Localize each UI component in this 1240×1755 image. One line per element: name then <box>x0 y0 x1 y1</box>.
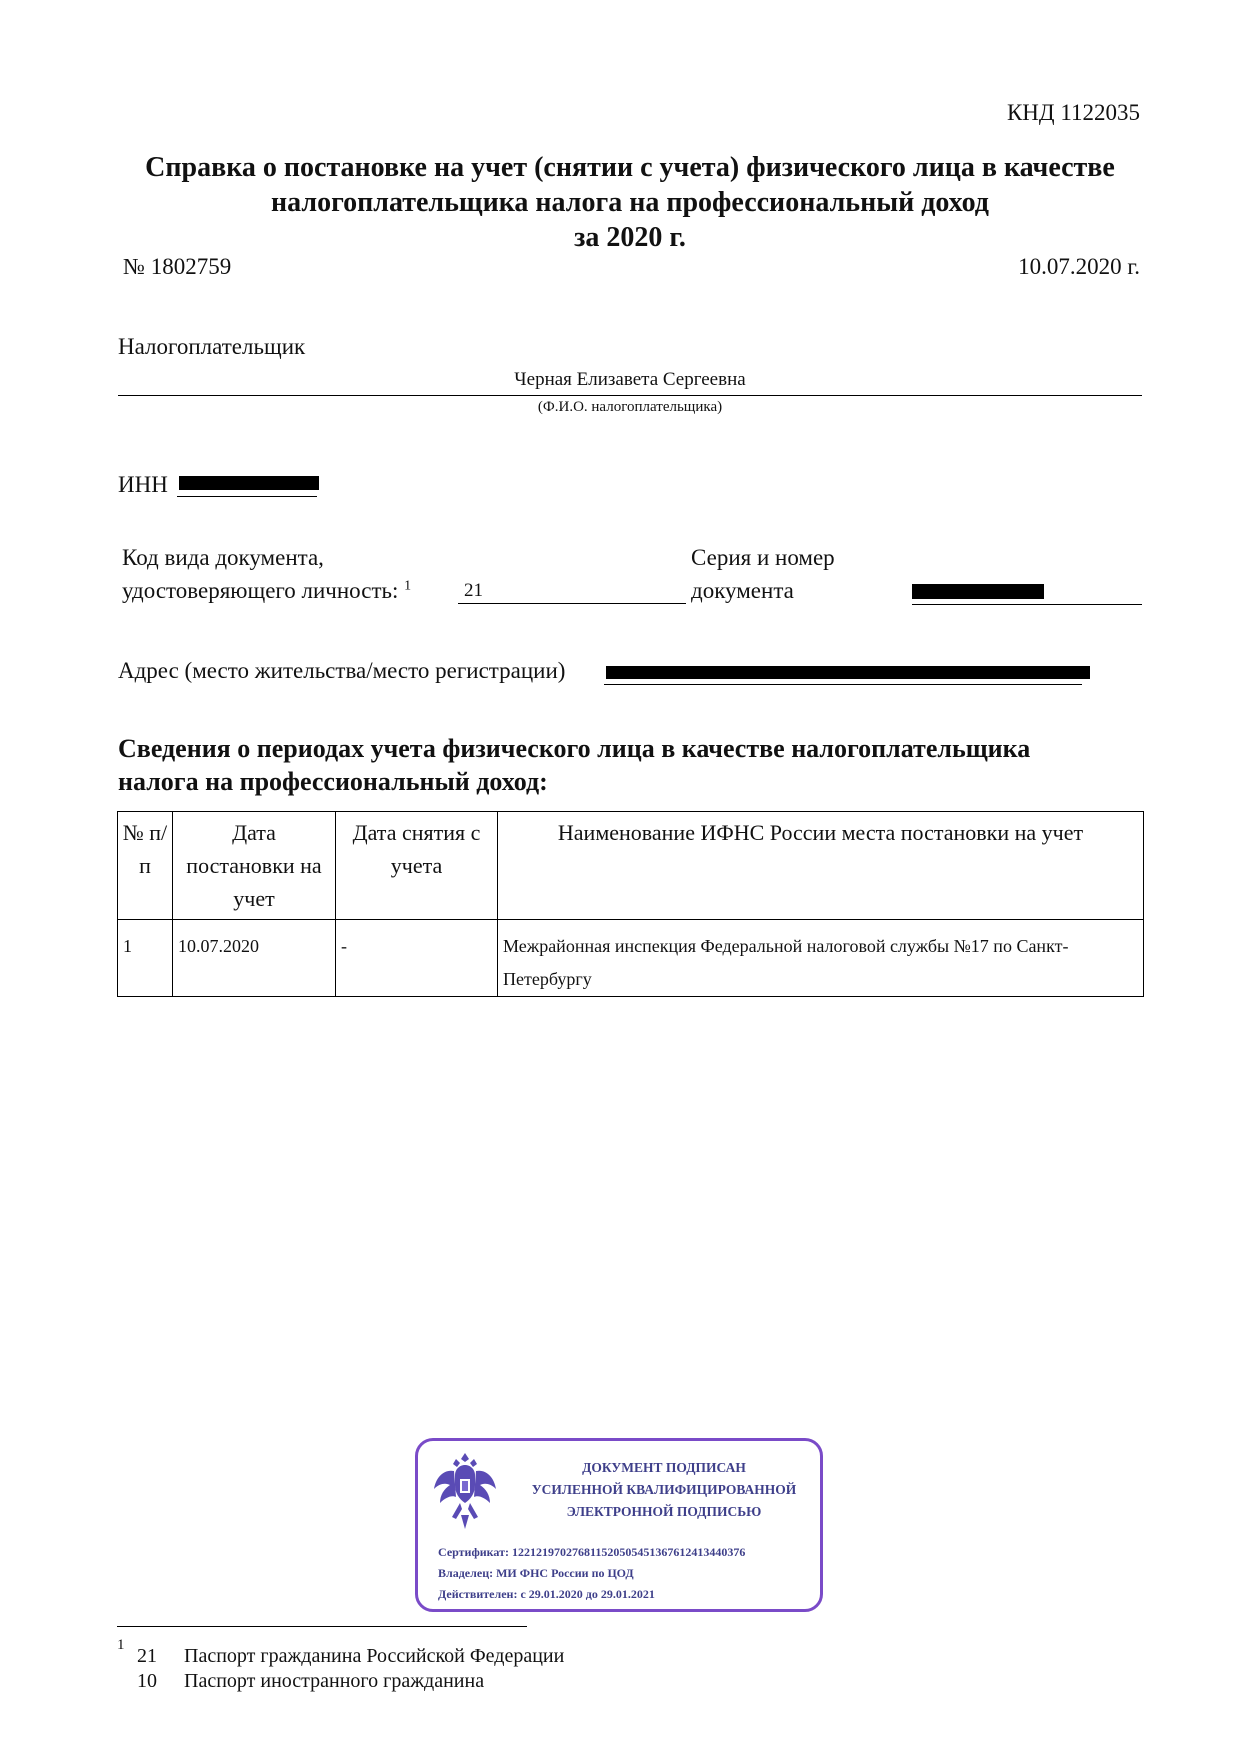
stamp-heading-line-3: ЭЛЕКТРОННОЙ ПОДПИСЬЮ <box>566 1504 762 1519</box>
address-label: Адрес (место жительства/место регистрации) <box>118 658 566 683</box>
series-label-line-2: документа <box>691 578 794 603</box>
taxpayer-label: Налогоплательщик <box>118 334 306 359</box>
footnote-divider <box>117 1626 527 1628</box>
footnote-item <box>137 1670 484 1693</box>
stamp-certificate: Сертификат: 122121970276811520505451367612413440376 <box>438 1545 746 1559</box>
knd-code: КНД 1122035 <box>1006 100 1140 125</box>
periods-heading <box>118 732 1148 798</box>
cell-ifns: Межрайонная инспекция Федеральной налоговой службы №17 по Санкт-Петербургу <box>498 920 1144 997</box>
cell-num: 1 <box>118 920 173 997</box>
doc-code-value: 21 <box>458 576 686 604</box>
title-line-3: за 2020 г. <box>574 222 686 253</box>
doc-code-label-line-2 <box>122 578 411 604</box>
inn-field <box>177 470 317 497</box>
series-redaction <box>912 584 1044 599</box>
col-header-ifns: Наименование ИФНС России места постановки на учет <box>498 812 1144 920</box>
periods-heading-line-1: Сведения о периодах учета физического лица в качестве налогоплательщика <box>118 734 1031 763</box>
cell-registered: 10.07.2020 <box>173 920 336 997</box>
footnote-code: 21 <box>137 1645 157 1667</box>
col-header-registered: Дата постановки на учет <box>173 812 336 920</box>
document-number: № 1802759 <box>123 254 232 279</box>
footnote-code: 10 <box>137 1670 157 1692</box>
col-header-num: № п/п <box>118 812 173 920</box>
inn-label: ИНН <box>118 472 168 497</box>
footnote-item <box>137 1645 564 1668</box>
address-field <box>604 656 1082 685</box>
doc-code-label-text: удостоверяющего личность: <box>122 578 399 603</box>
series-label-line-1: Серия и номер <box>691 545 835 570</box>
footnote-ref: 1 <box>404 578 412 594</box>
periods-table <box>117 811 1144 997</box>
address-redaction <box>606 666 1090 679</box>
taxpayer-name-caption: (Ф.И.О. налогоплательщика) <box>537 399 723 415</box>
title-line-1: Справка о постановке на учет (снятии с учета) физического лица в качестве <box>145 152 1115 183</box>
coat-of-arms-icon <box>430 1449 500 1535</box>
inn-redaction <box>179 476 319 490</box>
periods-heading-line-2: налога на профессиональный доход: <box>118 767 548 796</box>
document-date: 10.07.2020 г. <box>1018 254 1140 279</box>
table-row <box>118 920 1144 997</box>
footnote-mark: 1 <box>117 1637 125 1653</box>
doc-code-label-line-1: Код вида документа, <box>122 545 324 570</box>
stamp-heading-line-1: ДОКУМЕНТ ПОДПИСАН <box>582 1460 746 1475</box>
footnote-text: Паспорт гражданина Российской Федерации <box>184 1645 565 1667</box>
footnote-text: Паспорт иностранного гражданина <box>184 1670 485 1692</box>
series-field <box>912 576 1142 605</box>
title-line-2: налогоплательщика налога на профессиональный доход <box>271 187 989 218</box>
stamp-heading <box>508 1457 820 1523</box>
signature-stamp <box>415 1438 823 1612</box>
taxpayer-name: Черная Елизавета Сергеевна <box>118 369 1142 396</box>
stamp-heading-line-2: УСИЛЕННОЙ КВАЛИФИЦИРОВАННОЙ <box>531 1482 797 1497</box>
table-header-row <box>118 812 1144 920</box>
cell-deregistered: - <box>336 920 498 997</box>
stamp-validity: Действителен: с 29.01.2020 до 29.01.2021 <box>438 1587 655 1601</box>
col-header-deregistered: Дата снятия с учета <box>336 812 498 920</box>
document-title <box>110 150 1150 255</box>
stamp-owner: Владелец: МИ ФНС России по ЦОД <box>438 1566 634 1580</box>
